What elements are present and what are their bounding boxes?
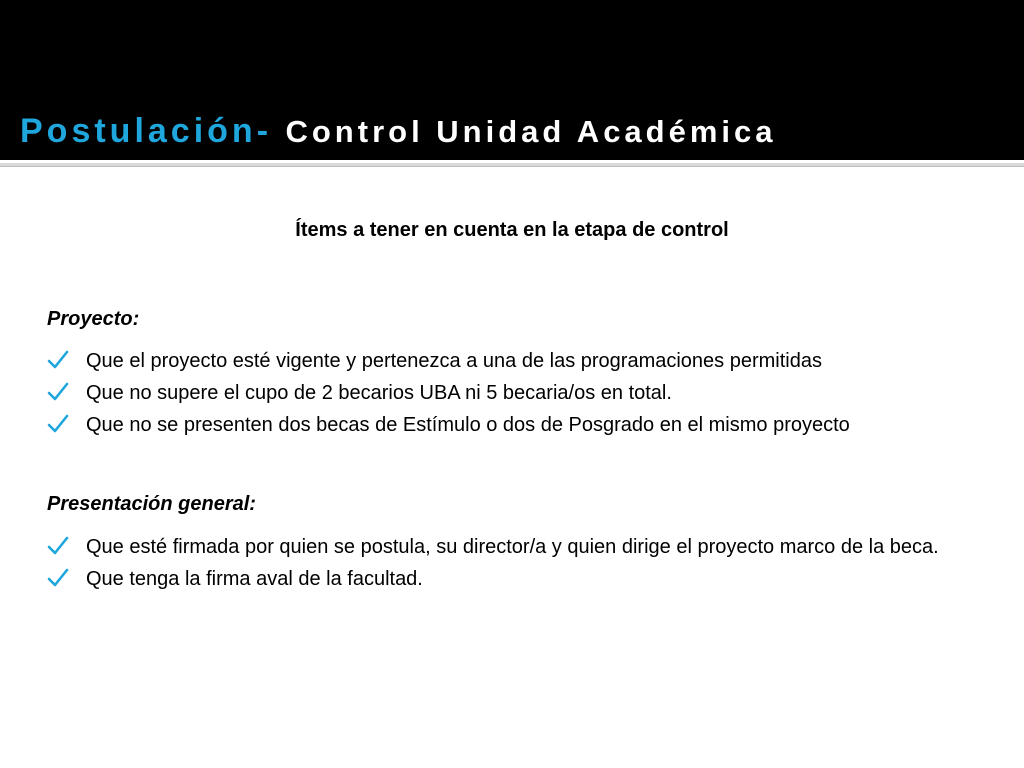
checkmark-icon [47,349,69,371]
list-item [47,377,987,409]
list-item [47,563,987,595]
slide-title [20,108,777,155]
section-heading-proyecto: Proyecto: [47,308,140,330]
checkmark-icon [47,413,69,435]
checkmark-icon [47,567,69,589]
list-item-text: Que no supere el cupo de 2 becarios UBA ni 5 becaria/os en total. [86,382,672,404]
list-item-text: Que tenga la firma aval de la facultad. [86,568,423,590]
header-divider [0,163,1024,167]
subtitle: Ítems a tener en cuenta en la etapa de control [295,219,729,241]
checkmark-icon [47,381,69,403]
checkmark-icon [47,535,69,557]
title-accent: Postulación- [20,112,273,150]
list-item-text: Que esté firmada por quien se postula, su director/a y quien dirige el proyecto marco de la beca. [86,536,939,558]
list-item [47,409,987,441]
list-item-text: Que el proyecto esté vigente y pertenezca a una de las programaciones permitidas [86,350,822,372]
list-item [47,345,987,377]
list-item [47,531,987,563]
list-item-text: Que no se presenten dos becas de Estímulo o dos de Posgrado en el mismo proyecto [86,414,850,436]
slide-header [0,0,1024,160]
title-main: Control Unidad Académica [285,114,777,149]
proyecto-checklist [47,345,987,441]
section-heading-presentacion: Presentación general: [47,493,256,515]
presentacion-checklist [47,531,987,595]
